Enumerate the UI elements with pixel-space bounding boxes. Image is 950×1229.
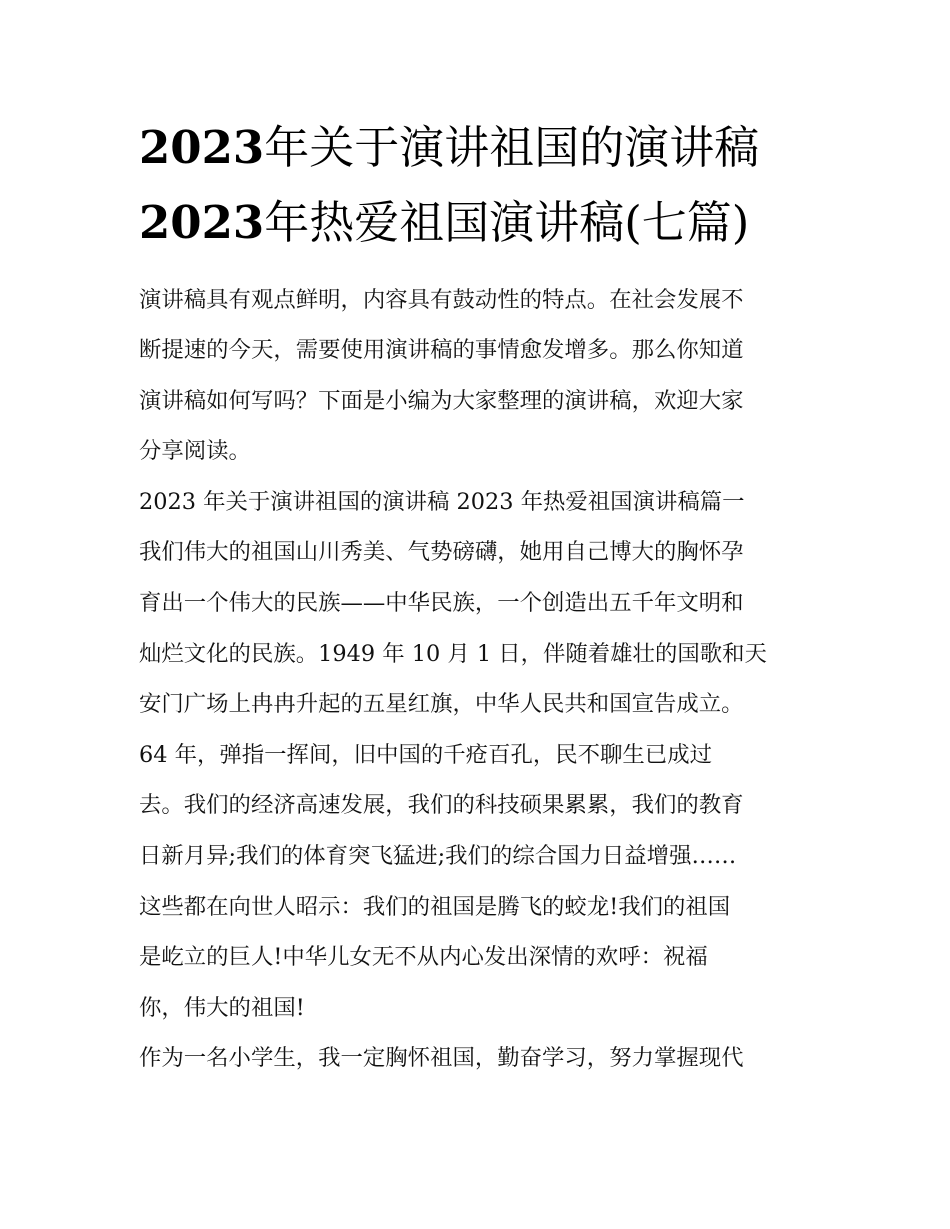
title-line-2-number: 2023 [139, 196, 265, 249]
text-line: 我们伟大的祖国山川秀美、气势磅礴，她用自己博大的胸怀孕 [139, 539, 744, 565]
text-line: 断提速的今天，需要使用演讲稿的事情愈发增多。那么你知道 [139, 337, 744, 363]
title-line-1 [139, 121, 829, 174]
text-line: 日新月异;我们的体育突飞猛进;我们的综合国力日益增强…… [139, 843, 737, 869]
text-line: 你，伟大的祖国! [139, 995, 305, 1021]
title-line-1-text: 年关于演讲祖国的演讲稿 [264, 121, 760, 174]
title-line-2-text: 年热爱祖国演讲稿(七篇) [264, 196, 750, 249]
title-line-1-number: 2023 [139, 121, 265, 174]
text-line: 作为一名小学生，我一定胸怀祖国，勤奋学习，努力掌握现代 [139, 1045, 744, 1071]
text-line: 64 年，弹指一挥间，旧中国的千疮百孔，民不聊生已成过 [139, 742, 712, 768]
section-heading: 2023 年关于演讲祖国的演讲稿 2023 年热爱祖国演讲稿篇一 [139, 489, 745, 515]
text-line: 灿烂文化的民族。1949 年 10 月 1 日，伴随着雄壮的国歌和天 [139, 641, 767, 667]
text-line: 演讲稿如何写吗？下面是小编为大家整理的演讲稿，欢迎大家 [139, 388, 744, 414]
text-line: 这些都在向世人昭示：我们的祖国是腾飞的蛟龙!我们的祖国 [139, 894, 731, 920]
text-line: 是屹立的巨人!中华儿女无不从内心发出深情的欢呼：祝福 [139, 944, 708, 970]
title-line-2 [139, 196, 829, 249]
text-line: 去。我们的经济高速发展，我们的科技硕果累累，我们的教育 [139, 792, 744, 818]
text-line: 分享阅读。 [139, 438, 251, 464]
text-line: 演讲稿具有观点鲜明，内容具有鼓动性的特点。在社会发展不 [139, 287, 744, 313]
text-line: 育出一个伟大的民族——中华民族，一个创造出五千年文明和 [139, 590, 744, 616]
text-line: 安门广场上冉冉升起的五星红旗，中华人民共和国宣告成立。 [139, 691, 744, 717]
